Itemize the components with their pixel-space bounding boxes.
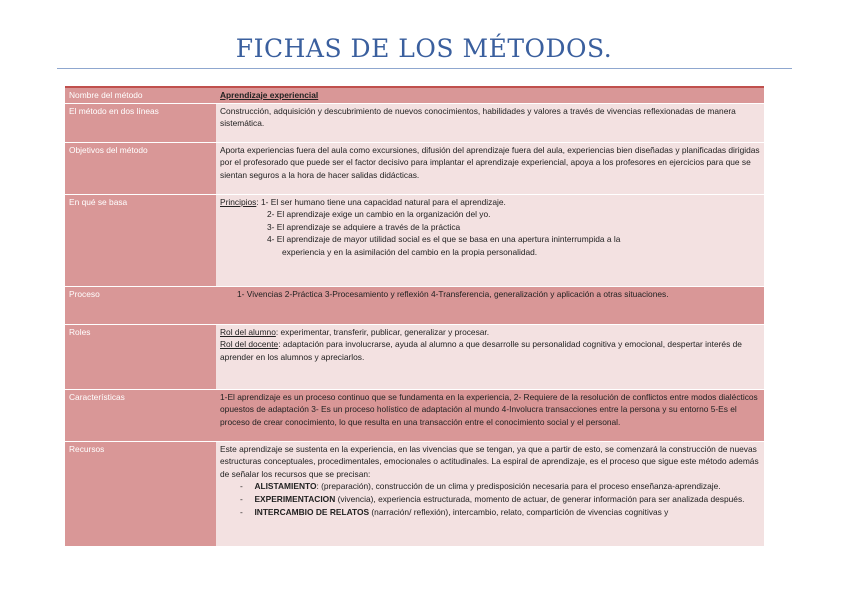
label-process: Proceso <box>65 286 216 324</box>
row-resources <box>65 441 764 546</box>
value-resources <box>216 441 764 546</box>
row-characteristics <box>65 389 764 441</box>
resource-text: (vivencia), experiencia estructurada, momento de actuar, de generar información para ser analizada después. <box>335 493 745 504</box>
value-method-name: Aprendizaje experiencial <box>216 87 764 103</box>
principle-4-continued: experiencia y en la asimilación del cambio en la propia personalidad. <box>282 246 538 257</box>
resource-title: INTERCAMBIO DE RELATOS <box>254 506 370 517</box>
label-characteristics: Características <box>65 389 216 441</box>
student-role-text: : experimentar, transferir, publicar, generalizar y procesar. <box>275 326 490 337</box>
principle-1: : 1- El ser humano tiene una capacidad natural para el aprendizaje. <box>256 196 506 207</box>
resource-item: - ALISTAMIENTO: (preparación), construcción de un clima y predisposición necesaria para el proceso enseñanza-aprendizaje. <box>240 481 721 492</box>
label-two-lines: El método en dos líneas <box>65 103 216 142</box>
resource-title: ALISTAMIENTO <box>254 481 317 492</box>
principles-label: Principios <box>220 196 257 207</box>
teacher-role-text: : adaptación para involucrarse, ayuda al alumno a que desarrolle su personalidad cognitiva y emocional, despertar interés de aprender en los alumnos y apreciarlos. <box>220 339 742 362</box>
row-two-lines <box>65 103 764 142</box>
row-objectives <box>65 142 764 194</box>
value-characteristics: 1-El aprendizaje es un proceso continuo que se fundamenta en la experiencia, 2- Requiere de la resolución de conflictos entre modos dialécticos opuestos de adaptación 3- Es un proceso holístico de adaptación al mundo 4-Involucra transacciones entre la persona y su entorno 5-Es el proceso de crear conocimiento, lo que resulta en una transacción entre el conocimiento social y el personal. <box>216 389 764 441</box>
principle-2: 2- El aprendizaje exige un cambio en la organización del yo. <box>267 209 491 220</box>
row-based-on <box>65 194 764 286</box>
value-objectives: Aporta experiencias fuera del aula como excursiones, difusión del aprendizaje fuera del aula, experiencias bien diseñadas y planificadas dirigidas por el profesorado que puede ser el factor decisivo para implantar el aprendizaje experiencial, apoya a los profesores en ejercicios para que se sientan seguros a la hora de hacer salidas didácticas. <box>216 142 764 194</box>
label-based-on: En qué se basa <box>65 194 216 286</box>
resource-text: : (preparación), construcción de un clima y predisposición necesaria para el proceso enseñanza-aprendizaje. <box>316 481 721 492</box>
row-process <box>65 286 764 324</box>
value-process <box>216 286 764 324</box>
resource-item: - EXPERIMENTACION (vivencia), experiencia estructurada, momento de actuar, de generar información para ser analizada después. <box>240 493 745 504</box>
label-objectives: Objetivos del método <box>65 142 216 194</box>
method-card-table <box>65 86 764 546</box>
value-two-lines: Construcción, adquisición y descubrimiento de nuevos conocimientos, habilidades y valores a través de vivencias reflexionadas de manera sistemática. <box>216 103 764 142</box>
resource-text: (narración/ reflexión), intercambio, relato, compartición de vivencias cognitivas y <box>369 506 669 517</box>
student-role-label: Rol del alumno <box>220 326 276 337</box>
label-resources: Recursos <box>65 441 216 546</box>
title-divider <box>57 68 792 69</box>
resource-item: - INTERCAMBIO DE RELATOS (narración/ reflexión), intercambio, relato, compartición de vivencias cognitivas y <box>240 506 669 517</box>
row-method-name <box>65 87 764 103</box>
value-roles <box>216 324 764 389</box>
principle-3: 3- El aprendizaje se adquiere a través de la práctica <box>267 221 461 232</box>
resources-intro: Este aprendizaje se sustenta en la experiencia, en las vivencias que se tengan, ya que a partir de esto, se comenzará la construcción de nuevas estructuras conceptuales, procedimentales, emocionales o actitudinales. La espiral de aprendizaje, es el proceso que sigue este método además de señalar los recursos que se precisan: <box>220 443 759 479</box>
principle-4: 4- El aprendizaje de mayor utilidad social es el que se basa en una apertura ininterrumpida a la <box>267 234 621 245</box>
label-method-name: Nombre del método <box>65 87 216 103</box>
resource-title: EXPERIMENTACION <box>254 493 336 504</box>
row-roles <box>65 324 764 389</box>
page-title: FICHAS DE LOS MÉTODOS. <box>235 34 613 63</box>
value-based-on <box>216 194 764 286</box>
process-steps: 1- Vivencias 2-Práctica 3-Procesamiento y reflexión 4-Transferencia, generalización y aplicación a otras situaciones. <box>237 288 669 299</box>
teacher-role-label: Rol del docente <box>220 339 279 350</box>
label-roles: Roles <box>65 324 216 389</box>
